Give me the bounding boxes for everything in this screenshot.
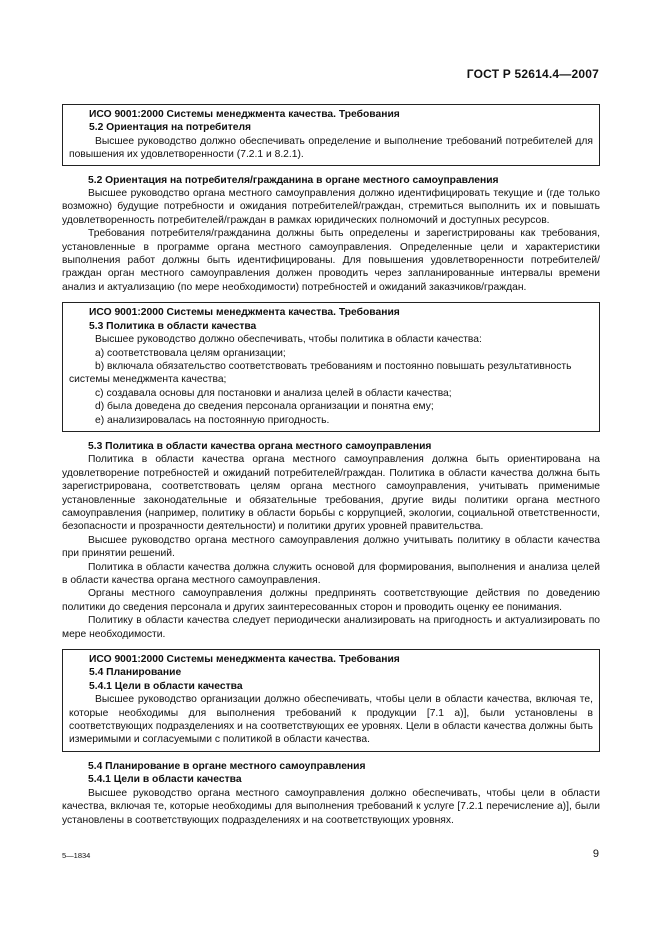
iso-quote-box-5-3 — [62, 302, 600, 432]
iso-box-intro: Высшее руководство должно обеспечивать, чтобы политика в области качества: — [95, 334, 482, 346]
section-heading: 5.2 Ориентация на потребителя/гражданина в органе местного самоуправления — [88, 174, 499, 186]
paragraph: Политика в области качества органа местного самоуправления должна быть ориентирована на удовлетворение потребностей и ожиданий потребителей/граждан. Политика в области качества должна быть зарегистрирована, соответствовать целям органа местного самоуправления, учитывать применимые установленные законодательные и обязательные требования, другие виды политики органа местного самоуправления (например, политику в области борьбы с коррупцией, экологии, социальной ответственности, безопасности и прозрачности деятельности) и политики других уровней правительства. — [62, 454, 600, 533]
paragraph: Высшее руководство органа местного самоуправления должно обеспечивать, чтобы цели в области качества, включая те, которые необходимы для выполнения требований к услуге [7.2.1 перечисление а)], были установлены в соответствующих подразделениях и на соответствующих уровнях. — [62, 787, 600, 826]
paragraph: Органы местного самоуправления должны предпринять соответствующие действия по доведению политики до сведения персонала и других заинтересованных сторон и проводить оценку ее понимания. — [62, 588, 600, 613]
print-code: 5—1834 — [62, 851, 91, 860]
list-item-c: с) создавала основы для постановки и анализа целей в области качества; — [95, 387, 452, 399]
section-subheading: 5.4.1 Цели в области качества — [88, 774, 242, 786]
iso-box-title: ИСО 9001:2000 Системы менеджмента качества. Требования — [89, 307, 400, 319]
paragraph: Политика в области качества должна служить основой для формирования, выполнения и анализа целей в области качества органа местного самоуправления. — [62, 561, 600, 586]
section-5-3 — [62, 440, 600, 641]
iso-box-title: ИСО 9001:2000 Системы менеджмента качества. Требования — [89, 654, 400, 666]
iso-quote-box-5-2 — [62, 104, 600, 166]
iso-box-heading: 5.4 Планирование — [89, 667, 182, 679]
paragraph: Требования потребителя/гражданина должны быть определены и зарегистрированы как требования, установленные в программе органа местного самоуправления. Определенные цели и характеристики выполнения работ должны быть идентифицированы. Для повышения удовлетворенности потребителей/граждан орган местного самоуправления должен проводить через запланированные интервалы времени анализ и актуализацию (по мере необходимости) потребностей и ожиданий заказчиков/граждан. — [62, 228, 600, 293]
iso-box-subheading: 5.4.1 Цели в области качества — [89, 680, 243, 692]
paragraph: Высшее руководство органа местного самоуправления должно учитывать политику в области качества при принятии решений. — [62, 534, 600, 560]
list-item-e: е) анализировалась на постоянную пригодность. — [95, 414, 330, 426]
iso-box-heading: 5.3 Политика в области качества — [89, 320, 257, 332]
page-content — [62, 104, 600, 835]
page-number: 9 — [592, 848, 599, 860]
iso-box-title: ИСО 9001:2000 Системы менеджмента качества. Требования — [89, 109, 400, 120]
iso-box-text: Высшее руководство организации должно обеспечивать, чтобы цели в области качества, включая те, которые необходимы для выполнения требований к продукции [7.1 а)], были установлены в соответствующих подразделениях и на соответствующих ее уровнях. Цели в области качества должны быть измеримыми и согласуемыми с политикой в области качества. — [69, 694, 593, 746]
section-heading: 5.3 Политика в области качества органа местного самоуправления — [88, 440, 432, 452]
paragraph: Политику в области качества следует периодически анализировать на пригодность и актуализировать по мере необходимости. — [62, 615, 600, 640]
list-item-b: b) включала обязательство соответствовать требованиям и постоянно повышать результативность системы менеджмента качества; — [69, 360, 572, 386]
iso-box-heading: 5.2 Ориентация на потребителя — [89, 122, 252, 134]
section-heading: 5.4 Планирование в органе местного самоуправления — [88, 760, 366, 772]
list-item-d: d) была доведена до сведения персонала организации и понятна ему; — [95, 401, 434, 413]
section-5-2 — [62, 174, 600, 295]
iso-box-text: Высшее руководство должно обеспечивать определение и выполнение требований потребителей для повышения их удовлетворенности (7.2.1 и 8.2.1). — [69, 135, 593, 161]
document-code-header: ГОСТ Р 52614.4—2007 — [466, 67, 599, 81]
section-5-4 — [62, 760, 600, 827]
iso-quote-box-5-4 — [62, 649, 600, 752]
paragraph: Высшее руководство органа местного самоуправления должно идентифицировать текущие и (где только возможно) будущие потребности и ожидания потребителей/граждан, стремиться выполнить их и повышать удовлетворенность потребителей/граждан в рамках юридических полномочий и доступных ресурсов. — [62, 188, 600, 226]
list-item-a: а) соответствовала целям организации; — [95, 347, 286, 359]
